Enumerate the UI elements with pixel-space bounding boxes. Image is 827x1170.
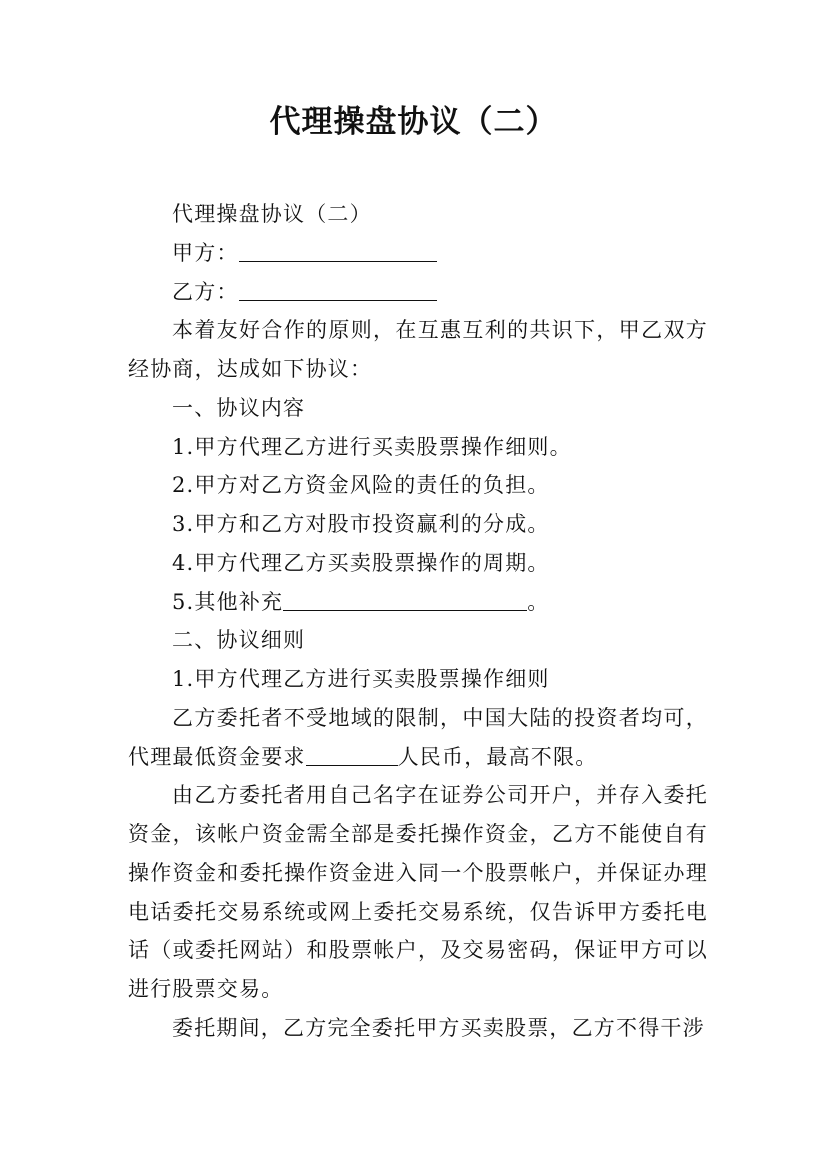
section-heading-2: 二、协议细则 <box>172 628 306 653</box>
paragraph-1-text: 乙方委托者不受地域的限制，中国大陆的投资者均可，代理最低资金要求 <box>128 705 708 769</box>
party-a-line <box>128 234 708 273</box>
party-b-line <box>128 273 708 312</box>
list-item-1: 1.甲方代理乙方进行买卖股票操作细则。 <box>172 434 572 459</box>
party-a-blank <box>239 241 437 262</box>
subtitle-line: 代理操盘协议（二） <box>172 202 372 226</box>
list-item-4: 4.甲方代理乙方买卖股票操作的周期。 <box>172 550 550 575</box>
paragraph-3: 委托期间，乙方完全委托甲方买卖股票，乙方不得干涉 <box>172 1015 705 1040</box>
section-heading-1: 一、协议内容 <box>172 395 306 420</box>
document-body <box>128 195 708 1048</box>
list-item-5-blank <box>283 590 527 611</box>
list-item-5-suffix: 。 <box>527 589 550 614</box>
paragraph-2: 由乙方委托者用自己名字在证券公司开户，并存入委托资金，该帐户资金需全部是委托操作资金，乙方不能使自有操作资金和委托操作资金进入同一个股票帐户，并保证办理电话委托交易系统或网上委托交易系统，仅告诉甲方委托电话（或委托网站）和股票帐户，及交易密码，保证甲方可以进行股票交易。 <box>128 783 708 1001</box>
subsection-heading-1: 1.甲方代理乙方进行买卖股票操作细则 <box>172 667 550 691</box>
party-b-label: 乙方： <box>172 279 239 304</box>
list-item-2: 2.甲方对乙方资金风险的责任的负担。 <box>172 473 550 498</box>
paragraph-1-tail: 人民币，最高不限。 <box>397 744 598 769</box>
min-capital-blank <box>306 745 398 766</box>
party-a-label: 甲方： <box>172 240 239 265</box>
list-item-5-label: 5.其他补充 <box>172 589 284 614</box>
list-item-3: 3.甲方和乙方对股市投资赢利的分成。 <box>172 512 550 536</box>
list-item-5 <box>128 583 708 622</box>
intro-paragraph: 本着友好合作的原则，在互惠互利的共识下，甲乙双方经协商，达成如下协议： <box>128 318 708 381</box>
paragraph-1 <box>128 699 708 777</box>
party-b-blank <box>239 280 437 301</box>
document-title: 代理操盘协议（二） <box>269 104 558 140</box>
